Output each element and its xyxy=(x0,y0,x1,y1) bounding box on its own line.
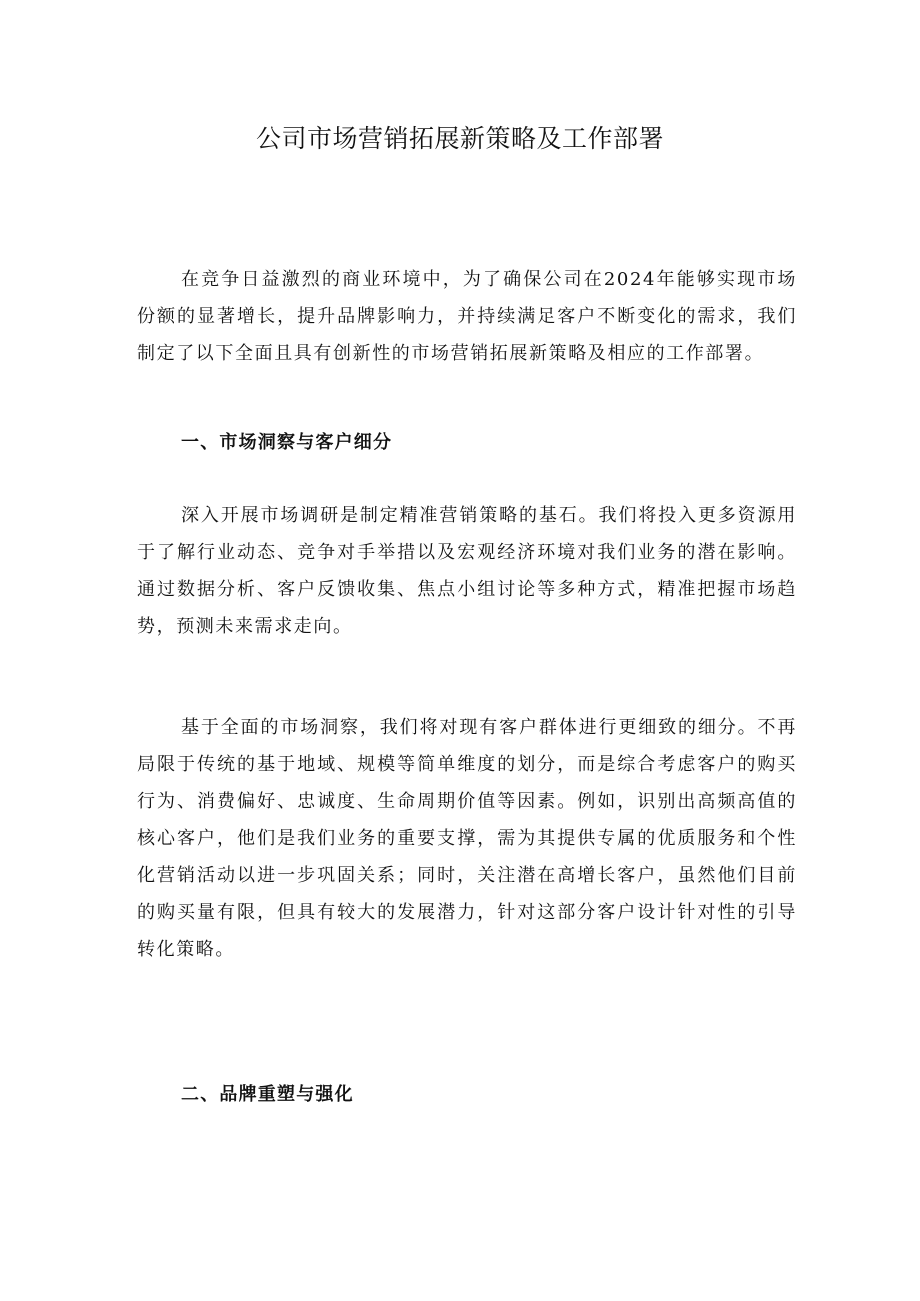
section-1-paragraph-1: 深入开展市场调研是制定精准营销策略的基石。我们将投入更多资源用于了解行业动态、竞争对手举措以及宏观经济环境对我们业务的潜在影响。通过数据分析、客户反馈收集、焦点小组讨论等多种方式，精准把握市场趋势，预测未来需求走向。 xyxy=(137,505,797,637)
intro-paragraph: 在竞争日益激烈的商业环境中，为了确保公司在2024年能够实现市场份额的显著增长，提升品牌影响力，并持续满足客户不断变化的需求，我们制定了以下全面且具有创新性的市场营销拓展新策略及相应的工作部署。 xyxy=(137,269,797,364)
document-title: 公司市场营销拓展新策略及工作部署 xyxy=(255,124,664,153)
section-heading-brand: 二、品牌重塑与强化 xyxy=(181,1084,354,1105)
section-1-paragraph-2: 基于全面的市场洞察，我们将对现有客户群体进行更细致的细分。不再局限于传统的基于地域、规模等简单维度的划分，而是综合考虑客户的购买行为、消费偏好、忠诚度、生命周期价值等因素。例如，识别出高频高值的核心客户，他们是我们业务的重要支撑，需为其提供专属的优质服务和个性化营销活动以进一步巩固关系；同时，关注潜在高增长客户，虽然他们目前的购买量有限，但具有较大的发展潜力，针对这部分客户设计针对性的引导转化策略。 xyxy=(137,717,797,960)
section-heading-market-insight: 一、市场洞察与客户细分 xyxy=(181,432,393,453)
